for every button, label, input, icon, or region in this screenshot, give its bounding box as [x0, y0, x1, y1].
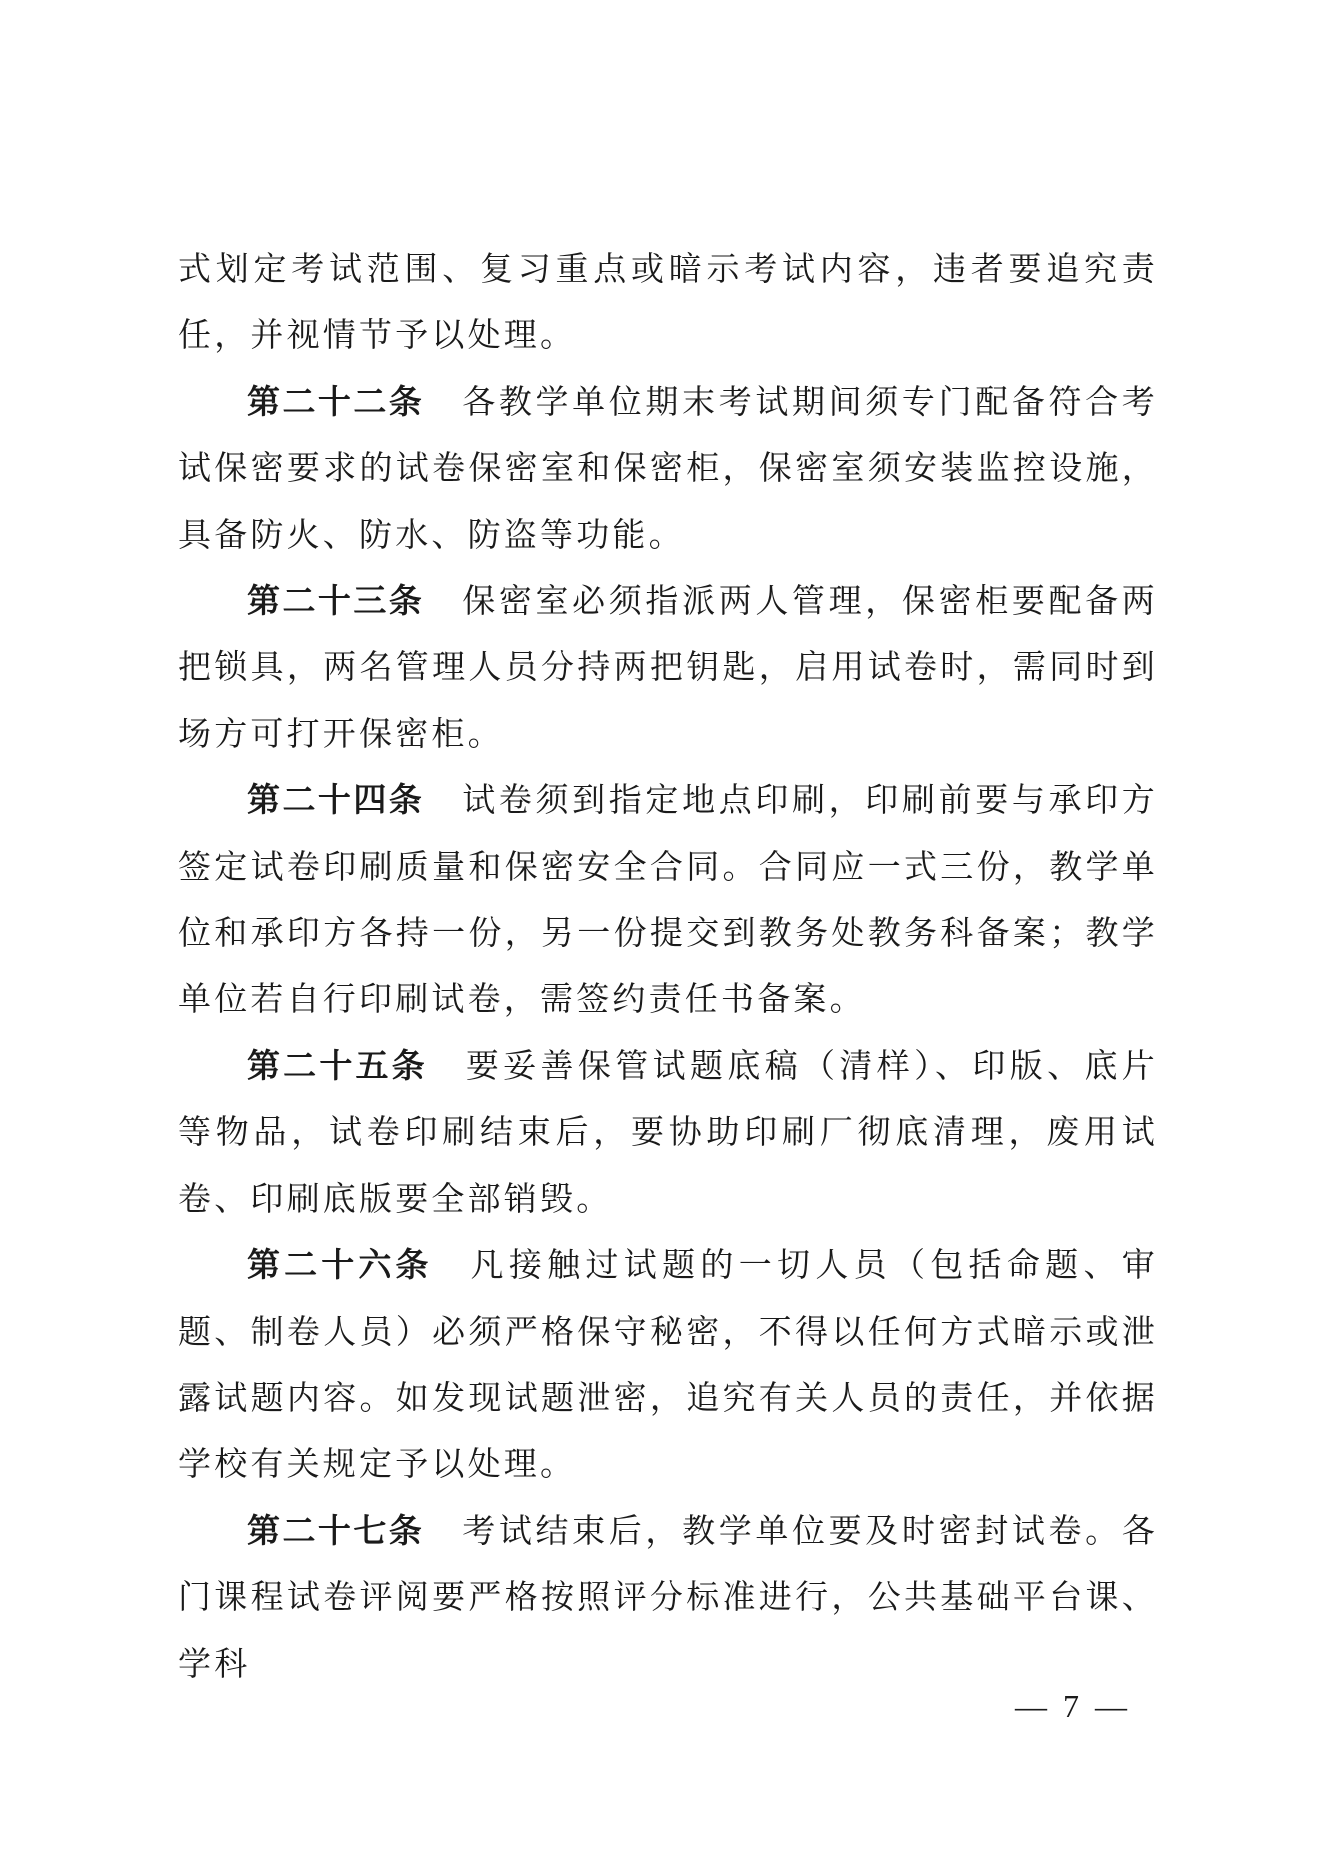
article-number: 第二十七条 [247, 1510, 425, 1550]
paragraph-text: 式划定考试范围、复习重点或暗示考试内容，违者要追究责任，并视情节予以处理。 [178, 249, 1158, 355]
document-body [178, 236, 1158, 1697]
article-text: 保密室必须指派两人管理，保密柜要配备两把锁具，两名管理人员分持两把钥匙，启用试卷时，需同时到场方可打开保密柜。 [178, 581, 1158, 753]
page-number: — 7 — [1015, 1688, 1131, 1724]
article-text: 要妥善保管试题底稿（清样）、印版、底片等物品，试卷印刷结束后，要协助印刷厂彻底清理，废用试卷、印刷底版要全部销毁。 [178, 1045, 1158, 1218]
article-27-paragraph [178, 1498, 1158, 1697]
paragraph-continuation [178, 236, 1158, 369]
article-text: 凡接触过试题的一切人员（包括命题、审题、制卷人员）必须严格保守秘密，不得以任何方式暗示或泄露试题内容。如发现试题泄密，追究有关人员的责任，并依据学校有关规定予以处理。 [178, 1245, 1158, 1484]
article-number: 第二十二条 [247, 381, 425, 421]
article-text: 考试结束后，教学单位要及时密封试卷。各门课程试卷评阅要严格按照评分标准进行，公共基础平台课、学科 [178, 1510, 1158, 1683]
article-23-paragraph [178, 568, 1158, 767]
article-number: 第二十四条 [247, 780, 425, 820]
article-25-paragraph [178, 1033, 1158, 1232]
article-22-paragraph [178, 369, 1158, 568]
article-26-paragraph [178, 1232, 1158, 1498]
article-text: 各教学单位期末考试期间须专门配备符合考试保密要求的试卷保密室和保密柜，保密室须安装监控设施，具备防火、防水、防盗等功能。 [178, 381, 1158, 554]
article-24-paragraph [178, 767, 1158, 1033]
article-number: 第二十三条 [247, 581, 425, 621]
article-number: 第二十六条 [247, 1245, 433, 1285]
article-text: 试卷须到指定地点印刷，印刷前要与承印方签定试卷印刷质量和保密安全合同。合同应一式三份，教学单位和承印方各持一份，另一份提交到教务处教务科备案；教学单位若自行印刷试卷，需签约责任书备案。 [178, 780, 1158, 1019]
article-number: 第二十五条 [247, 1045, 428, 1085]
